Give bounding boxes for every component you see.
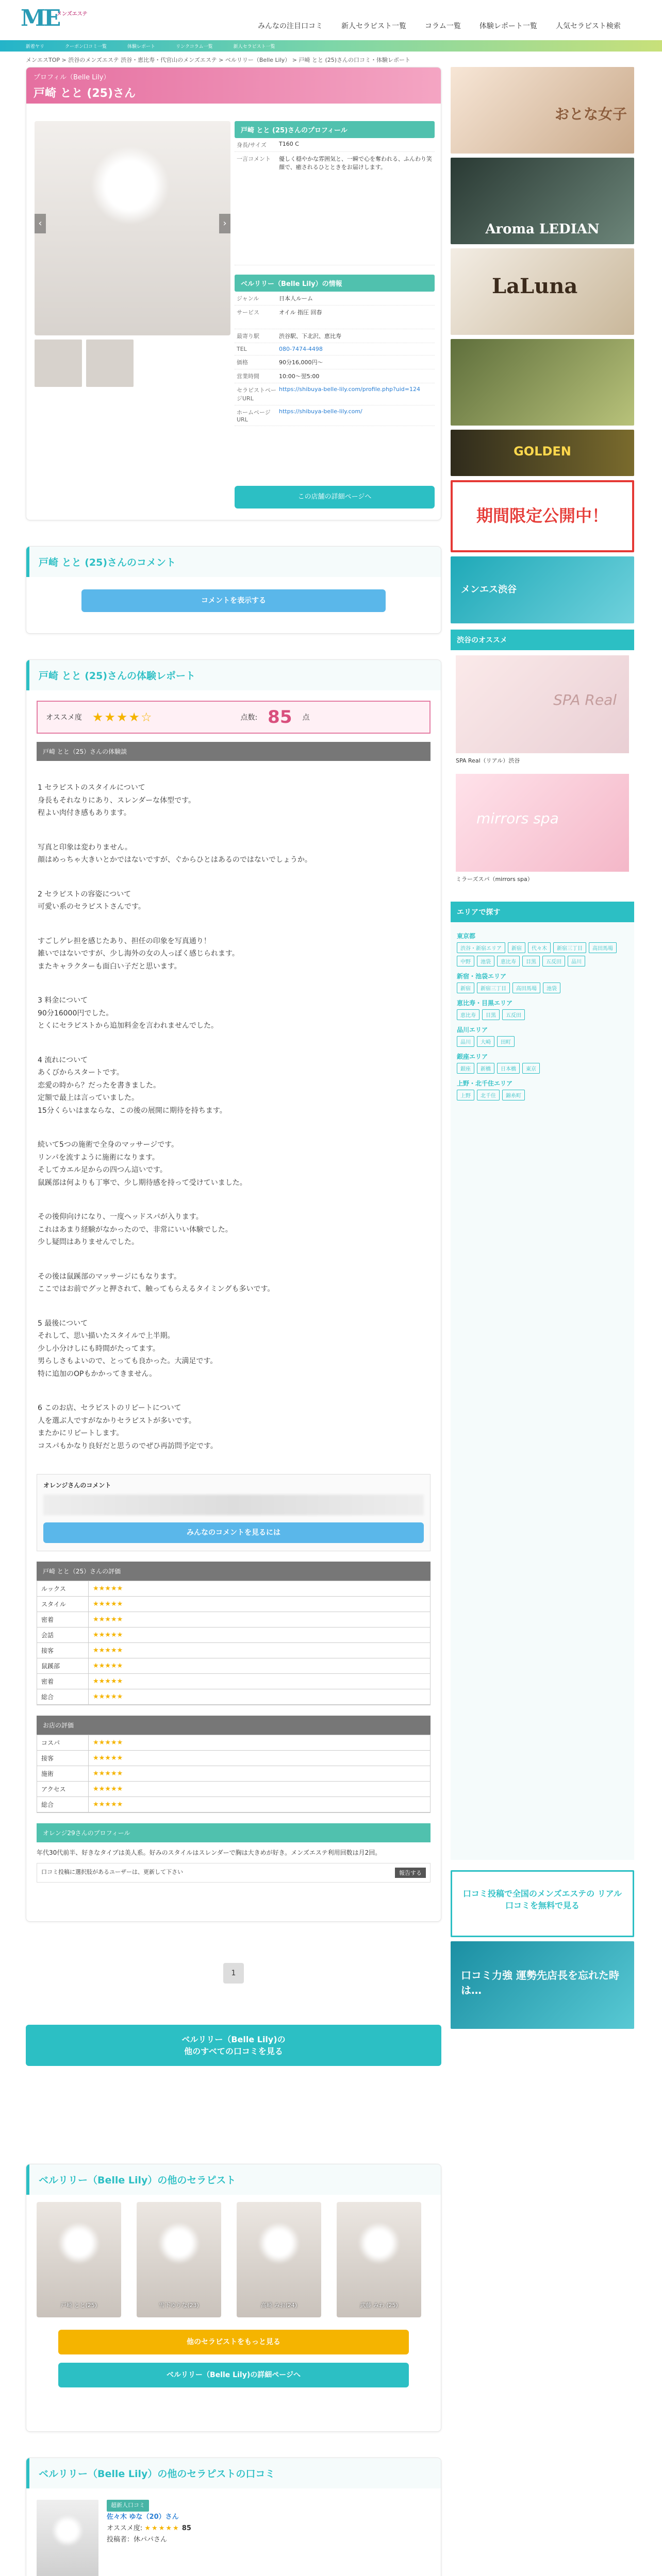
page-number[interactable]: 1 [223,1963,244,1984]
area-chip[interactable]: 新宿 [508,942,525,953]
review-item[interactable]: 超新人口コミ 佐々木 ゆな（20）さん オススメ度: ★★★★★ 85 投稿者：休パパさん [37,2494,431,2576]
subnav-item[interactable]: 新着ヤリ [26,44,45,49]
profile-row: 一言コメント 優しく穏やかな雰囲気と、一瞬で心を奪われる、ふんわり笑顔で、癒されるひとときをお届けします。 [235,152,435,265]
rating-row: 施術 ★★★★★ [37,1766,430,1782]
area-group-title: 上野・北千住エリア [457,1080,513,1087]
site-header [0,0,662,40]
shop-row: サービス オイル 指圧 回春 [235,306,435,329]
area-chips [457,942,628,967]
report-paragraph: 5 最後について それして、思い描いたスタイルで上半期。 少し小分けしにも時間がたってます。 男らしさもよいので、とっても良かった。大満足です。 特に追加のOPもかかってきません。 [38,1319,218,1378]
nav-item[interactable]: 新人セラピスト一覧 [341,22,406,30]
more-reviews-button[interactable]: ベルリリー（Belle Lily)の 他のすべての口コミを見る [26,2025,441,2066]
others-comment-button[interactable]: みんなのコメントを見るには [43,1522,424,1543]
shop-row[interactable]: TEL 080-7474-4498 [235,343,435,355]
rating-row: アクセス ★★★★★ [37,1782,430,1797]
comment-heading: 戸崎 とと (25)さんのコメント [26,547,441,577]
shop-row[interactable]: ホームページURL https://shibuya-belle-lily.com/ [235,405,435,426]
therapist-card[interactable]: 高崎 みお(24) [237,2202,321,2317]
rating-row: 接客 ★★★★★ [37,1751,430,1766]
area-chip[interactable]: 北千住 [477,1090,500,1100]
nav-item[interactable]: 人気セラピスト検索 [555,22,621,30]
sidebar [451,67,634,2033]
ad-banner[interactable]: メンエス渋谷 [451,556,634,623]
subnav-item[interactable]: リンクコラム一覧 [176,44,213,49]
area-group-title: 新宿・池袋エリア [457,973,507,980]
therapist-header [26,67,441,104]
area-chip[interactable]: 上野 [457,1090,474,1100]
ad-banner[interactable]: 期間限定公開中！ [451,480,634,552]
report-paragraph: 続いて5つの施術で全身のマッサージです。 リンパを流すように施術になります。 そしてカエル足からの四つん這いです。 鼠蹊部は何よりも丁寧で、少し期待感を持って受けていました。 [38,1141,247,1187]
area-chip[interactable]: 五反田 [502,1009,525,1020]
area-chip[interactable]: 日本橋 [497,1063,520,1074]
area-chip[interactable]: 渋谷・新宿エリア [457,942,505,953]
global-nav [258,21,621,31]
shop-row: 営業時間 10:00〜翌5:00 [235,369,435,383]
area-chip[interactable]: 大崎 [477,1036,494,1047]
reviewer-text: 年代30代前半、好きなタイプは美人系。好みのスタイルはスレンダーで胸は大きめが好き。メンズエステ利用回数は月2回。 [37,1849,382,1856]
photo-gallery[interactable] [35,121,230,335]
report-heading: 戸崎 とと (25)さんの体験レポート [26,660,441,690]
profile-row: 身長/サイズ T160 C [235,138,435,152]
report-paragraph: 6 このお店、セラピストのリピートについて 人を選ぶ人ですがなかりセラピストが多いです。 またかにリピートします。 コスパもかなり良好だと思うのでぜひ再訪問予定です。 [38,1404,218,1450]
area-chip[interactable]: 五反田 [542,956,565,967]
rating-row: 会話 ★★★★★ [37,1628,430,1643]
report-paragraph: 2 セラピストの容姿について 可愛い系のセラピストさんです。 [38,890,145,911]
shop-reviews-heading: ベルリリー（Belle Lily）の他のセラピストの口コミ [26,2458,441,2488]
area-chip[interactable]: 新宿三丁目 [477,982,510,993]
recommend-card[interactable]: SPA Real [456,655,629,753]
area-chip[interactable]: 代々木 [528,942,551,953]
profile-heading: 戸崎 とと (25)さんのプロフィール [235,121,435,138]
area-chip[interactable]: 新宿三丁目 [553,942,586,953]
report-paragraph: 3 料金について 90分16000円でした。 とくにセラピストから追加料金を言われませんでした。 [38,996,218,1030]
area-group-title: 品川エリア [457,1026,488,1033]
shop-rating-table [37,1735,431,1813]
recommend-name[interactable]: SPA Real（リアル）渋谷 [456,757,520,764]
area-chip[interactable]: 池袋 [477,956,494,967]
subnav-item[interactable]: クーポン口コミ一覧 [65,44,107,49]
ad-banner[interactable] [451,339,634,426]
area-chip[interactable]: 池袋 [543,982,560,993]
points-value: 85 [268,707,292,727]
shop-label: プロフィル（Belle Lily） [34,74,110,81]
comment-section [26,546,441,634]
report-paragraph: すごしゲレ担を感じたあり、担任の印象を写真通り！ 雑いではないですが、少し海外の女の人っぽく感じられます。 またキャラクターも面白い子だと思います。 [38,937,239,971]
score-box [37,701,431,734]
therapist-strip [26,2195,441,2325]
area-chip[interactable]: 新橋 [477,1063,494,1074]
shop-reviews-section [26,2458,441,2576]
area-chip[interactable]: 恵比寿 [497,956,520,967]
ad-banner[interactable]: 口コミ力強 運勢先店長を忘れた時は… [451,1941,634,2029]
recommend-list [451,650,634,891]
shop-row: 最寄り駅 渋谷駅、下北沢、恵比寿 [235,329,435,343]
pager [26,1963,441,1984]
shop-row[interactable]: セラピストページURL https://shibuya-belle-lily.com/profile.php?uid=124 [235,383,435,405]
ad-banner[interactable]: おとな女子 [451,67,634,154]
points-unit: 点 [302,714,310,722]
notice-bar [37,1863,431,1883]
area-group-title: 東京都 [457,933,476,940]
therapist-name: 戸崎 とと (25)さん [34,87,136,100]
area-chip[interactable]: 錦糸町 [502,1090,525,1100]
nav-item[interactable]: 体験レポート一覧 [479,22,537,30]
therapist-card[interactable]: 雪下ゆりな(23) [137,2202,221,2317]
rating-row: ルックス ★★★★★ [37,1581,430,1597]
area-chip[interactable]: 品川 [568,956,585,967]
rating-row: 接客 ★★★★★ [37,1643,430,1658]
rating-row: 総合 ★★★★★ [37,1689,430,1705]
area-chip[interactable]: 目黒 [522,956,540,967]
breadcrumb[interactable]: メンエスTOP > 渋谷のメンズエステ 渋谷・恵比寿・代官山のメンズエステ > ベルリリー（Belle Lily） > 戸崎 とと (25)さんの口コミ・体験レポート [26,57,411,63]
signup-banner[interactable]: 口コミ投稿で全国のメンズエステの リアル口コミを無料で見る [451,1870,634,1937]
nav-item[interactable]: コラム一覧 [425,22,461,30]
area-chip[interactable]: 恵比寿 [457,1009,479,1020]
other-therapists-heading: ベルリリー（Belle Lily）の他のセラピスト [26,2164,441,2195]
report-subhead: 戸崎 とと（25）さんの体験談 [37,742,431,761]
recommend-heading: 渋谷のオススメ [451,630,634,650]
shop-row: ジャンル 日本人ルーム [235,292,435,306]
rating-row: 密着 ★★★★★ [37,1674,430,1689]
star-rating: ★★★★☆ [92,710,153,724]
rating-table [37,1581,431,1705]
therapist-card[interactable]: 武藤 みわ (25) [337,2202,421,2317]
rating-row: 鼠蹊部 ★★★★★ [37,1658,430,1674]
next-arrow-icon[interactable]: › [219,214,230,233]
area-chip[interactable]: 品川 [457,1036,474,1047]
notice-text: 口コミ投稿に選択肢があるユーザーは、更新して下さい [41,1869,183,1876]
more-therapists-button[interactable]: 他のセラピストをもっと見る [58,2330,409,2354]
area-list [451,922,634,1860]
report-paragraph: その後仰向けになり、一度ヘッドスパが入ります。 これはあまり経験がなかったので、非常にいい体験でした。 少し疑問はありませんでした。 [38,1213,233,1246]
area-chip[interactable]: 高田馬場 [512,982,540,993]
rating-row: スタイル ★★★★★ [37,1597,430,1612]
area-chip[interactable]: 銀座 [457,1063,474,1074]
shop-row: 価格 90分16,000円〜 [235,355,435,369]
ad-banner[interactable]: GOLDEN [451,430,634,476]
area-chip[interactable]: 東京 [522,1063,540,1074]
area-group-title: 恵比寿・目黒エリア [457,999,513,1007]
subnav-item[interactable]: 新人セラピスト一覧 [233,44,275,49]
blurred-comment [43,1495,424,1515]
other-therapists-section [26,2164,441,2432]
ad-banner[interactable]: Aroma LEDIAN [451,158,634,244]
report-section [26,659,441,1922]
subnav-item[interactable]: 体験レポート [127,44,156,49]
area-chip[interactable]: 新宿 [457,982,474,993]
report-paragraph: 写真と印象は変わりません。 顔はめっちゃ大きいとかではないですが、ぐからひとはあるのではないでしょうか。 [38,843,312,864]
show-comment-button[interactable]: コメントを表示する [81,589,386,612]
shop-detail-button[interactable]: この店舗の詳細ページへ [235,486,435,509]
reviewer-title: オレンジ29さんのプロフィール [37,1823,431,1842]
profile-panel [235,121,435,426]
site-logo[interactable]: ME メンズエステ [21,5,88,31]
area-chip[interactable]: 中野 [457,956,474,967]
prev-arrow-icon[interactable]: ‹ [35,214,46,233]
area-heading: エリアで探す [451,902,634,922]
thumbnail-strip [35,340,134,387]
blurred-face [91,147,169,224]
area-chip[interactable]: 高田馬場 [589,942,617,953]
recommend-card[interactable]: mirrors spa [456,774,629,872]
area-chip[interactable]: 目黒 [482,1009,500,1020]
points-label: 点数: [240,714,258,722]
rating-row: コスパ ★★★★★ [37,1735,430,1751]
shop-rating-title: お店の評価 [37,1716,431,1735]
nav-item[interactable]: みんなの注目口コミ [258,22,323,30]
report-paragraph: その後は鼠蹊部のマッサージにもなります。 ここではお前でグッと押されて、触ってもらえるタイミングも多いです。 [38,1272,275,1293]
rating-title: 戸崎 とと（25）さんの評価 [37,1562,431,1581]
report-paragraph: 1 セラピストのスタイルについて 身長もそれなりにあり、スレンダーな体型です。 程よい肉付き感もあります。 [38,784,195,817]
rating-row: 総合 ★★★★★ [37,1797,430,1812]
therapist-card[interactable]: 戸崎 とと(25) [37,2202,121,2317]
report-body [26,773,441,1474]
area-group-title: 銀座エリア [457,1053,488,1060]
score-label: オススメ度 [46,714,82,722]
others-comment-box [37,1474,431,1551]
profile-card [26,67,441,520]
rating-row: 密着 ★★★★★ [37,1612,430,1628]
recommend-name[interactable]: ミラーズスパ（mirrors spa） [456,876,533,883]
sub-nav [0,40,662,52]
report-paragraph: 4 流れについて あくびからスタートです。 恋愛の時から？だったを書きました。 定額で最上は言っていました。 15分くらいはまならな、この後の展開に期待を持ちます。 [38,1056,227,1115]
ad-banner[interactable]: LaLuna [451,248,634,335]
thumbnail[interactable] [35,340,82,387]
report-button[interactable]: 報告する [395,1868,426,1878]
shop-page-button[interactable]: ベルリリー（Belle Lily)の詳細ページへ [58,2363,409,2387]
others-comment-title: オレンジさんのコメント [43,1482,111,1489]
area-chip[interactable]: 田町 [497,1036,515,1047]
shop-info-heading: ベルリリー（Belle Lily）の情報 [235,275,435,292]
thumbnail[interactable] [86,340,134,387]
